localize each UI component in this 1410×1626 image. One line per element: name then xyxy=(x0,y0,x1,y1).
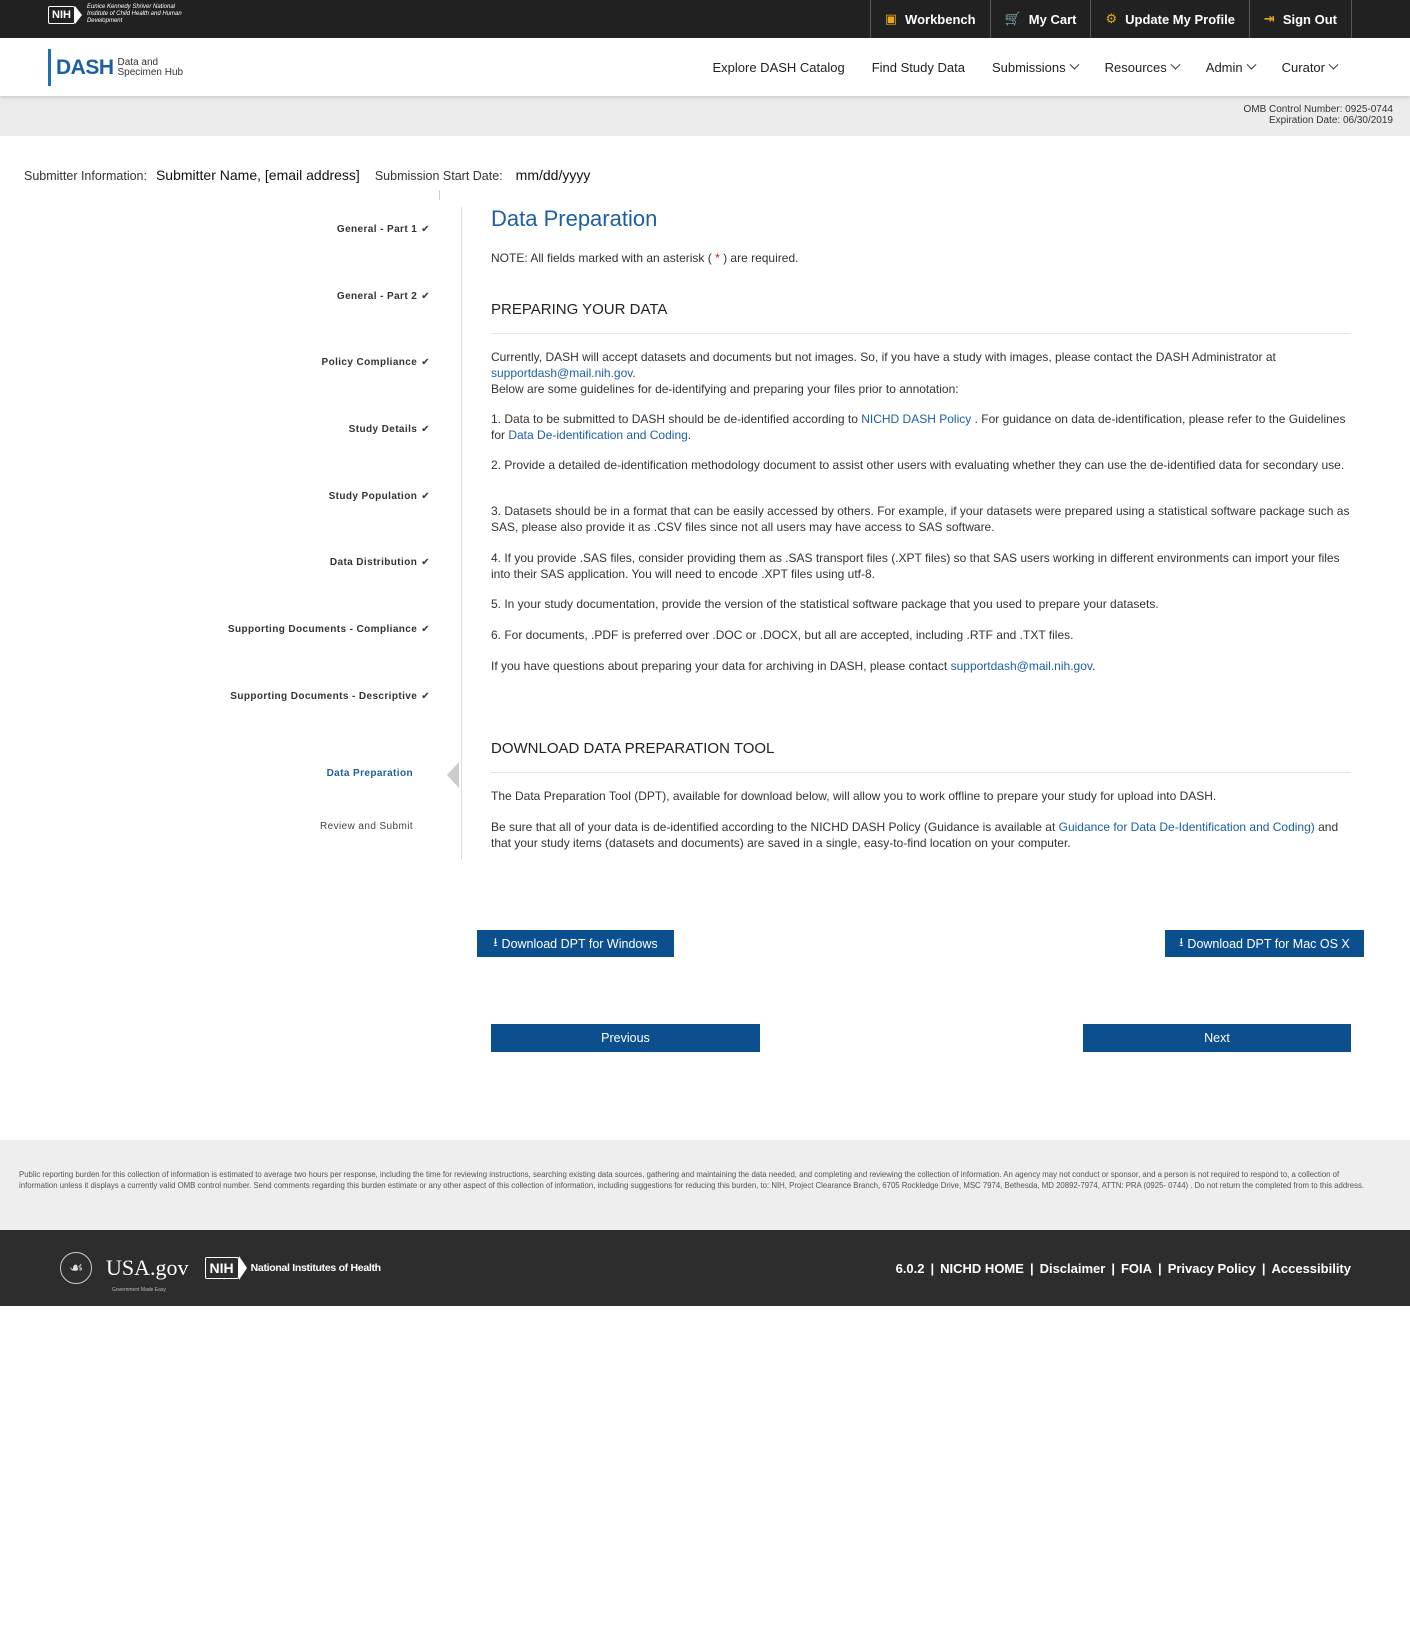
nih-footer-badge: NIH xyxy=(205,1257,239,1279)
submitter-info-value: Submitter Name, [email address] xyxy=(155,167,360,183)
progress-sidebar xyxy=(0,200,463,860)
intro-text: Currently, DASH will accept datasets and documents but not images. So, if you have a study with images, please contact the DASH Administrator at xyxy=(491,350,1276,364)
step-policy-compliance[interactable] xyxy=(322,357,431,368)
omb-control-number: OMB Control Number: 0925-0744 xyxy=(1243,104,1393,115)
sign-out-link[interactable] xyxy=(1249,0,1352,38)
deidentification-guidelines-link[interactable]: Data De-identification and Coding xyxy=(508,428,688,442)
dash-logo-word: DASH xyxy=(56,55,114,79)
support-email-link[interactable]: supportdash@mail.nih.gov xyxy=(491,366,633,380)
chevron-down-icon xyxy=(1329,59,1339,69)
check-icon: ✔ xyxy=(421,557,430,568)
nav-admin[interactable] xyxy=(1206,60,1255,75)
nav-admin-label: Admin xyxy=(1205,59,1243,75)
my-cart-link[interactable] xyxy=(990,0,1091,38)
footer-link-disclaimer[interactable]: Disclaimer xyxy=(1039,1261,1106,1276)
usa-gov-tagline: Government Made Easy xyxy=(112,1287,166,1293)
guideline-4: 4. If you provide .SAS files, consider providing them as .SAS transport files (.XPT files) so that SAS users working in different environments can import your files into their SAS application. You will need to encode .XPT files using utf-8. xyxy=(491,551,1340,581)
intro-paragraph xyxy=(491,349,1351,397)
update-profile-label: Update My Profile xyxy=(1125,11,1235,27)
footer-links xyxy=(896,1261,1351,1276)
submitter-info xyxy=(24,167,590,183)
nichd-institute-name: Eunice Kennedy Shriver National Institute of Child Health and Human Development xyxy=(86,4,182,24)
page-title: Data Preparation xyxy=(491,206,658,231)
step-study-population[interactable] xyxy=(329,491,430,502)
dash-logo-subtitle xyxy=(118,58,184,78)
active-step-pointer-icon xyxy=(447,762,459,788)
questions-paragraph xyxy=(491,658,1351,674)
step-general-part1[interactable] xyxy=(337,224,430,235)
step-supporting-docs-descriptive[interactable] xyxy=(230,691,430,702)
step-supporting-docs-compliance[interactable] xyxy=(228,624,430,635)
dash-logo-sub-line2: Specimen Hub xyxy=(117,66,184,78)
nav-curator[interactable] xyxy=(1282,60,1337,75)
step-general-part2[interactable] xyxy=(337,291,430,302)
nav-explore-catalog[interactable] xyxy=(712,60,844,75)
step-label: Study Population xyxy=(328,491,418,502)
step-label: Supporting Documents - Compliance xyxy=(227,624,418,635)
nav-find-study-data[interactable] xyxy=(872,60,965,75)
section-divider xyxy=(491,772,1351,773)
section-download-dpt: DOWNLOAD DATA PREPARATION TOOL xyxy=(491,740,775,757)
check-icon: ✔ xyxy=(421,491,430,502)
step-label: Supporting Documents - Descriptive xyxy=(230,691,418,702)
step-review-submit[interactable] xyxy=(320,821,413,832)
sidebar-tick xyxy=(439,190,440,200)
check-icon: ✔ xyxy=(421,624,430,635)
separator: | xyxy=(1111,1261,1115,1276)
my-cart-label: My Cart xyxy=(1028,11,1077,27)
download-dpt-windows-button[interactable] xyxy=(477,930,674,957)
section-divider xyxy=(491,333,1351,334)
workbench-label: Workbench xyxy=(905,11,976,27)
step-label: General - Part 1 xyxy=(336,224,418,235)
guideline-5: 5. In your study documentation, provide the version of the statistical software package that you used to prepare your datasets. xyxy=(491,597,1159,611)
check-icon: ✔ xyxy=(421,291,430,302)
submission-date-value: mm/dd/yyyy xyxy=(515,167,591,183)
dpt-paragraph-1: The Data Preparation Tool (DPT), available for download below, will allow you to work offline to prepare your study for upload into DASH. xyxy=(491,789,1217,803)
footer-logos xyxy=(60,1252,381,1293)
top-nav xyxy=(870,0,1352,38)
submitter-info-label: Submitter Information: xyxy=(24,169,147,183)
sign-out-label: Sign Out xyxy=(1282,11,1337,27)
sign-out-icon: ⇥ xyxy=(1263,11,1275,26)
dash-logo-bar xyxy=(48,49,51,86)
workbench-icon: ▣ xyxy=(884,11,898,26)
guideline-1-text-a: 1. Data to be submitted to DASH should be de-identified according to xyxy=(491,412,862,426)
footer-link-accessibility[interactable]: Accessibility xyxy=(1271,1261,1351,1276)
guideline-3: 3. Datasets should be in a format that can be easily accessed by others. For example, if your datasets were prepared using a statistical software package such as SAS, please also provide it as .CSV files since not all users may have access to SAS software. xyxy=(491,504,1350,534)
step-label: Data Preparation xyxy=(326,768,413,779)
step-label: General - Part 2 xyxy=(336,291,418,302)
guideline-6: 6. For documents, .PDF is preferred over .DOC or .DOCX, but all are accepted, including .RTF and .TXT files. xyxy=(491,628,1074,642)
nih-arrow-icon xyxy=(75,6,82,24)
guideline-1 xyxy=(491,411,1351,443)
nav-curator-label: Curator xyxy=(1281,59,1325,75)
step-label: Review and Submit xyxy=(320,821,413,832)
nih-footer-name: National Institutes of Health xyxy=(250,1262,381,1274)
separator: | xyxy=(1029,1261,1034,1276)
nav-explore-catalog-label: Explore DASH Catalog xyxy=(712,59,845,75)
chevron-down-icon xyxy=(1170,59,1180,69)
check-icon: ✔ xyxy=(421,424,430,435)
guidance-deidentification-link[interactable]: Guidance for Data De-Identification and Coding) xyxy=(1058,820,1315,834)
separator: | xyxy=(1158,1261,1162,1276)
usa-gov-logo[interactable] xyxy=(106,1255,189,1293)
nav-submissions-label: Submissions xyxy=(991,59,1066,75)
gear-icon: ⚙ xyxy=(1105,11,1118,26)
omb-info xyxy=(1243,104,1393,126)
cart-icon: 🛒 xyxy=(1004,11,1021,26)
section-preparing-data: PREPARING YOUR DATA xyxy=(491,301,668,318)
note-text-a: NOTE: All fields marked with an asterisk ( xyxy=(491,251,716,265)
guideline-1-text-b: . For guidance on data de-identification, please refer to the Guidelines for xyxy=(491,412,1346,442)
previous-button[interactable]: Previous xyxy=(491,1024,760,1052)
required-note xyxy=(491,251,798,265)
submission-date-label: Submission Start Date: xyxy=(374,169,503,183)
step-data-preparation[interactable] xyxy=(327,768,413,779)
download-icon: ⭳ xyxy=(1179,935,1184,949)
step-label: Policy Compliance xyxy=(321,357,418,368)
note-text-b: ) are required. xyxy=(719,251,799,265)
footer xyxy=(0,1230,1410,1306)
download-dpt-mac-button[interactable] xyxy=(1165,930,1364,957)
separator: | xyxy=(1261,1261,1266,1276)
check-icon: ✔ xyxy=(421,357,430,368)
nichd-dash-policy-link[interactable]: NICHD DASH Policy xyxy=(861,412,972,426)
intro-guidelines-text: Below are some guidelines for de-identifying and preparing your files prior to annotation: xyxy=(491,382,959,396)
footer-link-nichd-home[interactable]: NICHD HOME xyxy=(940,1261,1024,1276)
main-nav xyxy=(712,38,1410,96)
next-button[interactable]: Next xyxy=(1083,1024,1351,1052)
chevron-down-icon xyxy=(1069,59,1079,69)
nih-footer-logo[interactable] xyxy=(205,1256,381,1280)
footer-link-foia[interactable]: FOIA xyxy=(1120,1261,1153,1276)
questions-period: . xyxy=(1091,659,1096,673)
nih-nichd-logo[interactable] xyxy=(48,4,197,25)
nav-find-study-data-label: Find Study Data xyxy=(871,59,965,75)
footer-link-privacy-policy[interactable]: Privacy Policy xyxy=(1167,1261,1256,1276)
dpt-paragraph-2-text-b: and that your study items (datasets and documents) are saved in a single, easy-to-find location on your computer. xyxy=(491,820,1339,850)
update-profile-link[interactable] xyxy=(1090,0,1248,38)
intro-period: . xyxy=(632,366,636,380)
support-email-link[interactable]: supportdash@mail.nih.gov xyxy=(950,659,1092,673)
step-study-details[interactable] xyxy=(349,424,430,435)
step-data-distribution[interactable] xyxy=(330,557,430,568)
guideline-1-period: . xyxy=(687,428,692,442)
omb-strip xyxy=(0,96,1410,136)
step-label: Study Details xyxy=(348,424,418,435)
app-version: 6.0.2 xyxy=(895,1261,925,1276)
chevron-down-icon xyxy=(1246,59,1256,69)
top-utility-bar xyxy=(0,0,1410,38)
check-icon: ✔ xyxy=(421,224,430,235)
nav-resources-label: Resources xyxy=(1104,59,1167,75)
nih-badge: NIH xyxy=(48,6,75,24)
dash-logo-sub-line1: Data and xyxy=(117,56,159,68)
nav-submissions[interactable] xyxy=(992,60,1078,75)
burden-notice: Public reporting burden for this collection of information is estimated to average two hours per response, including the time for reviewing instructions, searching existing data sources, gathering and maintaining the data needed, and completing and reviewing the collection of information. An agency may not conduct or sponsor, and a person is not required to respond to, a collection of information unless it displays a currently valid OMB control number. Send comments regarding this burden estimate or any other aspect of this collection of information, including suggestions for reducing this burden, to: NIH, Project Clearance Branch, 6705 Rockledge Drive, MSC 7974, Bethesda, MD 20892-7974, ATTN: PRA (0925- 0744) . Do not return the completed from to this address. xyxy=(19,1170,1365,1190)
dpt-paragraph-2 xyxy=(491,819,1351,851)
guideline-2: 2. Provide a detailed de-identification methodology document to assist other users with evaluating whether they can use the de-identified data for secondary use. xyxy=(491,458,1345,472)
download-mac-label: Download DPT for Mac OS X xyxy=(1187,936,1350,951)
check-icon: ✔ xyxy=(421,691,430,702)
dpt-paragraph-2-text-a: Be sure that all of your data is de-identified according to the NICHD DASH Policy (Guidance is available at xyxy=(491,820,1059,834)
questions-text: If you have questions about preparing your data for archiving in DASH, please contact xyxy=(491,659,951,673)
usa-gov-text: USA.gov xyxy=(106,1255,189,1280)
burden-notice-section xyxy=(0,1140,1410,1230)
download-icon: ⭳ xyxy=(493,935,498,949)
nih-arrow-icon xyxy=(239,1256,247,1280)
workbench-link[interactable] xyxy=(870,0,990,38)
main-header xyxy=(0,38,1410,96)
dash-logo[interactable] xyxy=(48,49,183,86)
nav-resources[interactable] xyxy=(1105,60,1179,75)
separator: | xyxy=(930,1261,935,1276)
required-asterisk: * xyxy=(715,251,720,265)
hhs-eagle-icon[interactable]: ☙ xyxy=(60,1252,92,1284)
step-label: Data Distribution xyxy=(329,557,418,568)
omb-expiration-date: Expiration Date: 06/30/2019 xyxy=(1269,115,1393,126)
download-windows-label: Download DPT for Windows xyxy=(501,936,658,951)
